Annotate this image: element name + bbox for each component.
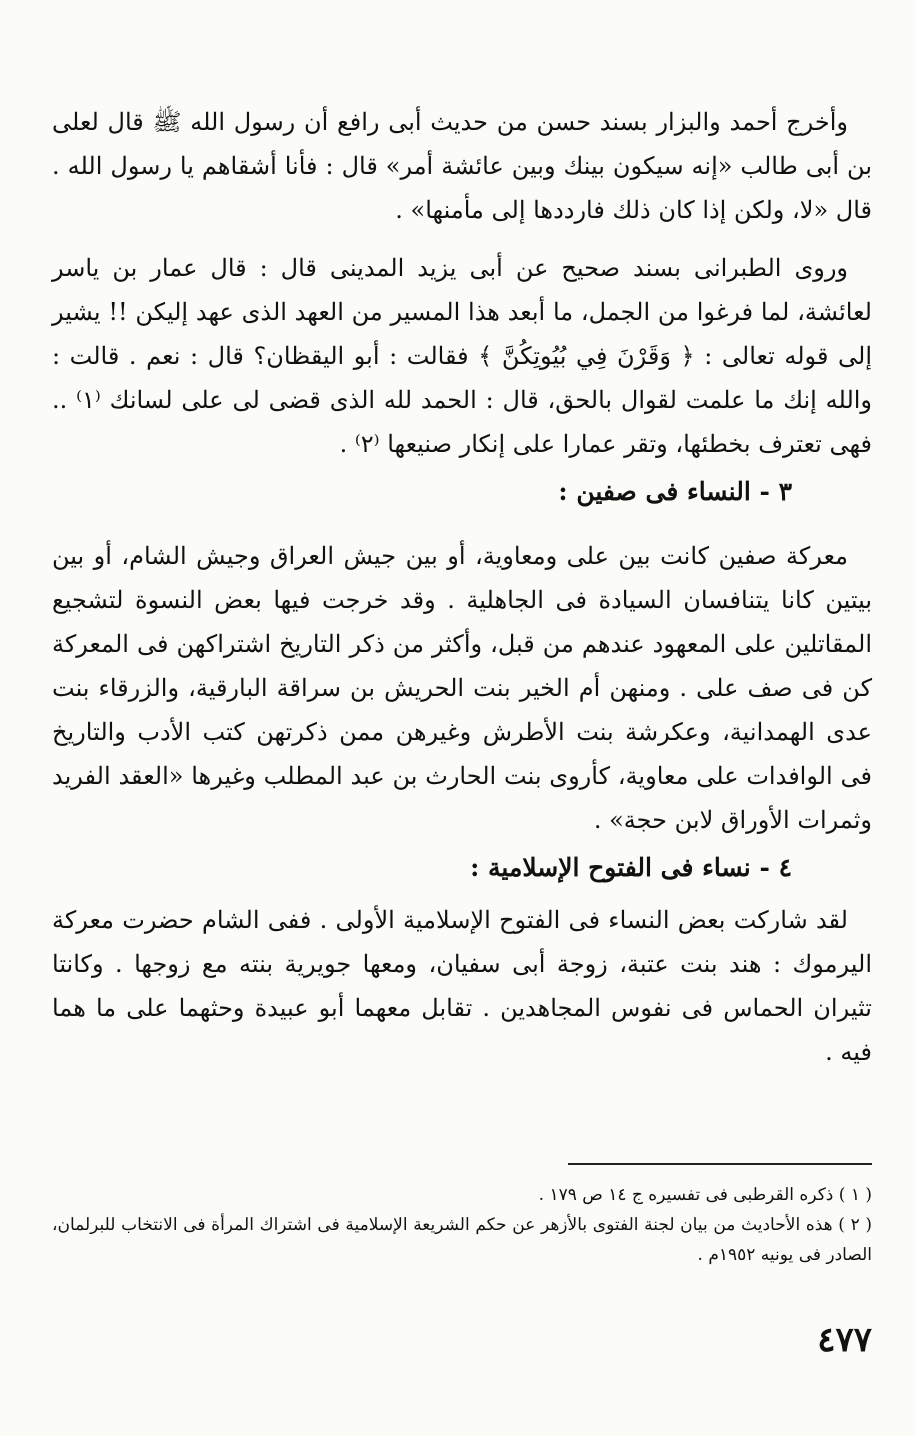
section-heading-conquests: ٤ - نساء فى الفتوح الإسلامية : <box>470 853 792 882</box>
paragraph-conquests: لقد شاركت بعض النساء فى الفتوح الإسلامية الأولى . ففى الشام حضرت معركة اليرموك : هند بنت عتبة، زوجة أبى سفيان، ومعها جويرية بنته مع زوجها . وكانتا تثيران الحماس فى نفوس المجاهدين . تقابل معهما أبو عبيدة وحثهما على ما هما فيه . <box>52 906 872 1066</box>
document-page <box>52 100 872 1410</box>
section-heading-siffin: ٣ - النساء فى صفين : <box>558 477 792 506</box>
paragraph-tabarani-hadith: وروى الطبرانى بسند صحيح عن أبى يزيد المدينى قال : قال عمار بن ياسر لعائشة، لما فرغوا من الجمل، ما أبعد هذا المسير من العهد الذى عهد إليكن !! يشير إلى قوله تعالى : ﴿ وَقَرْنَ فِي بُيُوتِكُنَّ ﴾ فقالت : أبو اليقظان؟ قال : نعم . قالت : والله إنك ما علمت لقوال بالحق، قال : الحمد لله الذى قضى لى على لسانك ⁽١⁾ .. فهى تعترف بخطئها، وتقر عمارا على إنكار صنيعها ⁽٢⁾ . <box>52 254 873 458</box>
footnote-1: ( ١ ) ذكره القرطبى فى تفسيره ج ١٤ ص ١٧٩ . <box>538 1185 872 1205</box>
paragraph-siffin: معركة صفين كانت بين على ومعاوية، أو بين جيش العراق وجيش الشام، أو بين بيتين كانا يتنافسان السيادة فى الجاهلية . وقد خرجت فيها بعض النسوة لتشجيع المقاتلين على المعهود عندهم من قبل، وأكثر من ذكر التاريخ اشتراكهن فى المعركة كن فى صف على . ومنهن أم الخير بنت الحريش بن سراقة البارقية، والزرقاء بنت عدى الهمدانية، وعكرشة بنت الأطرش وغيرهن ممن ذكرتهن كتب الأدب والتاريخ فى الوافدات على معاوية، كأروى بنت الحارث بن عبد المطلب وغيرها «العقد الفريد وثمرات الأوراق لابن حجة» . <box>52 542 872 834</box>
paragraph-ahmad-hadith: وأخرج أحمد والبزار بسند حسن من حديث أبى رافع أن رسول الله ﷺ قال لعلى بن أبى طالب «إنه سيكون بينك وبين عائشة أمر» قال : فأنا أشقاهم يا رسول الله . قال «لا، ولكن إذا كان ذلك فارددها إلى مأمنها» . <box>52 108 872 224</box>
footnote-divider <box>568 1163 872 1165</box>
footnotes <box>52 1180 872 1270</box>
footnote-2: ( ٢ ) هذه الأحاديث من بيان لجنة الفتوى بالأزهر عن حكم الشريعة الإسلامية فى اشتراك المرأة فى الانتخاب للبرلمان، الصادر فى يونيه ١٩٥٢م . <box>52 1215 872 1265</box>
page-number: ٤٧٧ <box>817 1320 872 1360</box>
